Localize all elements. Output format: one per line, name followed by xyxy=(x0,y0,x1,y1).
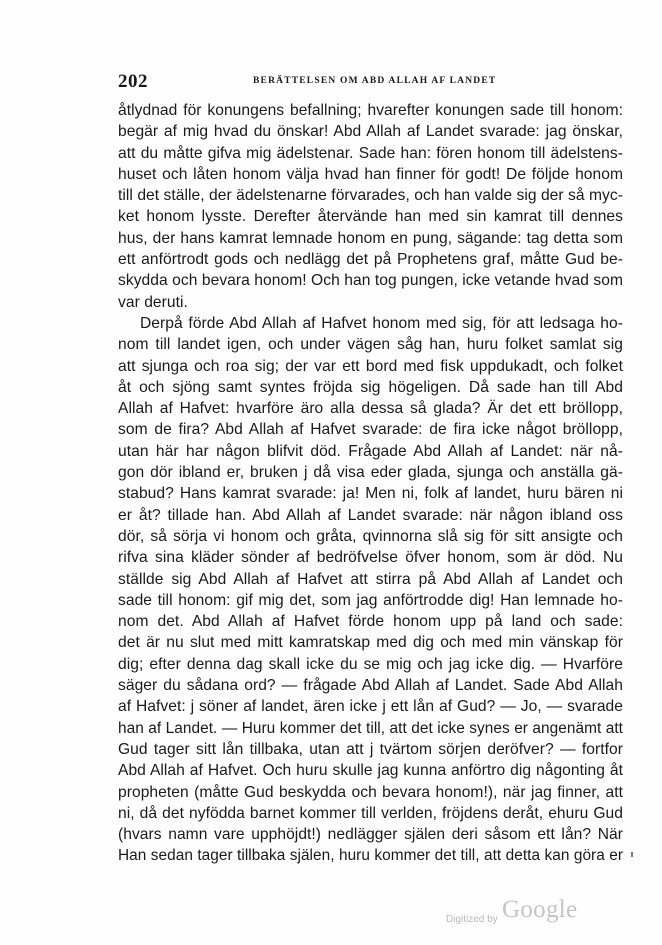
body-text xyxy=(118,100,623,867)
google-logo-text: Google xyxy=(502,896,578,923)
page-header xyxy=(118,71,538,95)
text-line: att du måtte gifva mig ädelstenar. Sade han: fören honom till ädelstens- xyxy=(118,144,623,162)
text-line: utan här har någon blifvit död. Frågade Abd Allah af Landet: när nå- xyxy=(118,442,623,460)
text-line: nom det. Abd Allah af Hafvet förde honom upp på land och sade: xyxy=(118,613,623,631)
text-line: Abd Allah af Hafvet. Och huru skulle jag kunna anförtro dig någonting åt xyxy=(118,762,623,780)
text-line: han af Landet. — Huru kommer det till, att det icke synes er angenämt att xyxy=(118,719,623,737)
running-head: BERÄTTELSEN OM ABD ALLAH AF LANDET xyxy=(253,76,497,86)
digitization-watermark xyxy=(440,896,600,932)
text-line: åtlydnad för konungens befallning; hvarefter konungen sade till honom: xyxy=(118,102,623,119)
text-line: att sjunga och roa sig; der var ett bord med fisk uppdukadt, och folket xyxy=(118,357,623,375)
text-line: det är nu slut med mitt kamratskap med dig och med min vänskap för xyxy=(118,634,623,652)
text-line: ket honom lysste. Derefter återvände han med sin kamrat till dennes xyxy=(118,208,623,226)
digitized-by-label: Digitized by xyxy=(446,914,498,925)
text-line: som de fira? Abd Allah af Hafvet svarade: de fira icke något bröllopp, xyxy=(118,421,623,439)
text-line: stabud? Hans kamrat svarade: ja! Men ni, folk af landet, huru bären ni xyxy=(118,485,623,503)
text-line-paragraph-end: var deruti. xyxy=(118,293,188,311)
text-line: skydda och bevara honom! Och han tog pungen, icke vetande hvad som xyxy=(118,272,623,290)
text-line: (hvars namn vare upphöjdt!) nedlägger själen deri såsom ett lån? När xyxy=(118,826,623,844)
text-line: propheten (måtte Gud beskydda och bevara honom!), när jag finner, att xyxy=(118,783,623,801)
text-line: Han sedan tager tillbaka själen, huru kommer det till, att detta kan göra er xyxy=(118,847,623,865)
text-line-paragraph-start: Derpå förde Abd Allah af Hafvet honom med sig, för att ledsaga ho- xyxy=(140,314,623,332)
text-line: till det ställe, der ädelstenarne förvarades, och han valde sig der så myc- xyxy=(118,187,623,205)
text-line: er åt? tillade han. Abd Allah af Landet svarade: när någon ibland oss xyxy=(118,506,623,524)
text-line: dig; efter denna dag skall icke du se mig och jag icke dig. — Hvarföre xyxy=(118,655,623,673)
text-line: gon dör ibland er, bruken j då visa eder glada, sjunga och anställa gä- xyxy=(118,464,623,482)
text-line: ni, då det nyfödda barnet kommer till verlden, fröjdens deråt, ehuru Gud xyxy=(118,804,623,822)
text-line: rifva sina kläder sönder af bedröfvelse öfver honom, som är död. Nu xyxy=(118,549,623,567)
text-line: af Hafvet: j söner af landet, ären icke j ett lån af Gud? — Jo, — svarade xyxy=(118,698,623,716)
text-line: Allah af Hafvet: hvarföre äro alla dessa så glada? Är det ett bröllopp, xyxy=(118,400,623,418)
text-line: säger du sådana ord? — frågade Abd Allah af Landet. Sade Abd Allah xyxy=(118,677,623,695)
text-line: hus, der hans kamrat lemnade honom en pung, sägande: tag detta som xyxy=(118,229,623,247)
text-line: åt och sjöng samt syntes fröjda sig högeligen. Då sade han till Abd xyxy=(118,378,623,396)
text-line: sade till honom: gif mig det, som jag anförtrodde dig! Han lemnade ho- xyxy=(118,591,623,609)
print-speck xyxy=(631,852,633,857)
text-line: huset och låten honom välja hvad han finner för godt! De följde honom xyxy=(118,165,623,183)
text-line: begär af mig hvad du önskar! Abd Allah af Landet svarade: jag önskar, xyxy=(118,123,623,141)
text-line: nom till landet igen, och under vägen såg han, huru folket samlat sig xyxy=(118,336,623,354)
text-line: dör, så sörja vi honom och gråta, qvinnorna slå sig för sitt ansigte och xyxy=(118,527,623,545)
text-line: Gud tager sitt lån tillbaka, utan att j tvärtom sörjen deröfver? — fortfor xyxy=(118,740,623,758)
text-line: ett anförtrodt gods och nedlägg det på Prophetens graf, måtte Gud be- xyxy=(118,251,623,269)
text-line: ställde sig Abd Allah af Hafvet att stirra på Abd Allah af Landet och xyxy=(118,570,623,588)
page-number: 202 xyxy=(118,71,148,92)
